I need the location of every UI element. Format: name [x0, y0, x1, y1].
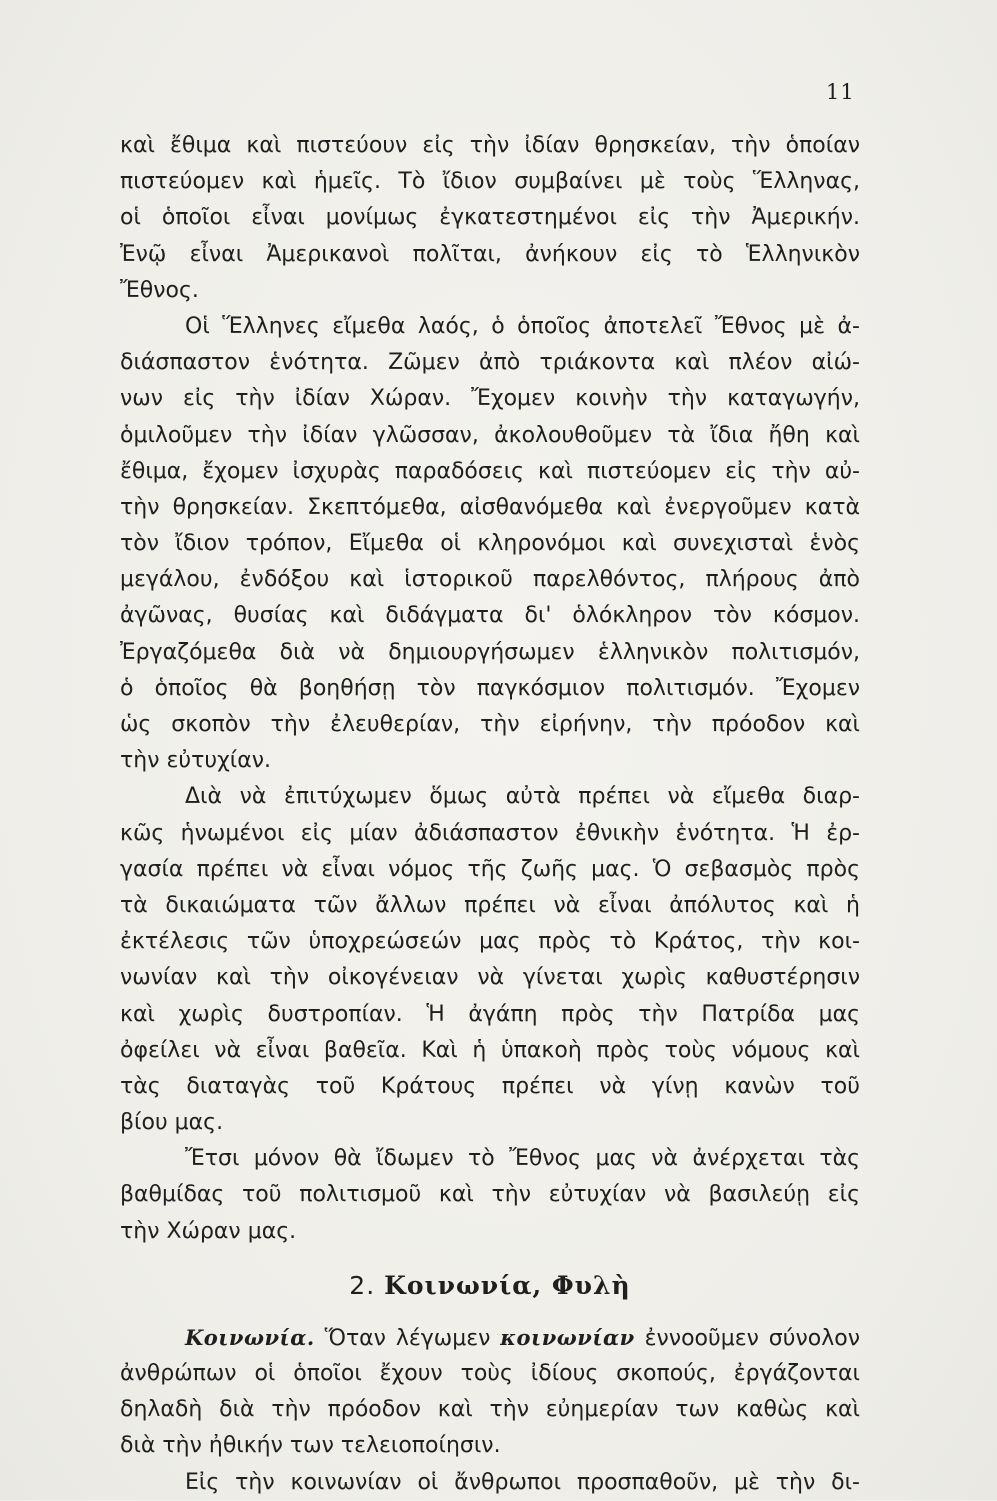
- text-line: καὶ χωρὶς δυστροπίαν. Ἡ ἀγάπη πρὸς τὴν Πατρίδα μας: [120, 1001, 860, 1027]
- text-line: ἔθιμα, ἔχομεν ἰσχυρὰς παραδόσεις καὶ πιστεύομεν εἰς τὴν αὐ-: [120, 458, 860, 484]
- text-line: ἀνθρώπων οἱ ὁποῖοι ἔχουν τοὺς ἰδίους σκοπούς, ἐργάζονται: [120, 1361, 860, 1386]
- paragraph-4: [120, 1141, 860, 1250]
- text-line: βίου μας.: [120, 1110, 224, 1136]
- text-fragment: ἐννοοῦμεν σύνολον: [644, 1325, 860, 1351]
- text-line: πιστεύομεν καὶ ἡμεῖς. Τὸ ἴδιον συμβαίνει μὲ τοὺς Ἕλληνας,: [120, 169, 860, 195]
- text-line: οἱ ὁποῖοι εἶναι μονίμως ἐγκατεστημένοι εἰς τὴν Ἀμερικήν.: [120, 205, 860, 231]
- text-line: ὡς σκοπὸν τὴν ἐλευθερίαν, τὴν εἰρήνην, τὴν πρόοδον καὶ: [120, 712, 860, 737]
- text-line: Ἔτσι μόνον θὰ ἴδωμεν τὸ Ἔθνος μας νὰ ἀνέρχεται τὰς: [185, 1146, 860, 1172]
- paragraph-1: [120, 128, 860, 309]
- text-line: Ἐργαζόμεθα διὰ νὰ δημιουργήσωμεν ἑλληνικὸν πολιτισμόν,: [120, 639, 860, 665]
- section-heading: [120, 1254, 860, 1318]
- text-line: ἀγῶνας, θυσίας καὶ διδάγματα δι' ὁλόκληρον τὸν κόσμον.: [120, 603, 860, 629]
- text-line: [120, 1320, 860, 1356]
- text-line: κῶς ἡνωμένοι εἰς μίαν ἀδιάσπαστον ἐθνικὴν ἑνότητα. Ἡ ἐρ-: [120, 820, 860, 846]
- text-line: βαθμίδας τοῦ πολιτισμοῦ καὶ τὴν εὐτυχίαν νὰ βασιλεύῃ εἰς: [120, 1182, 860, 1208]
- text-line: τὴν εὐτυχίαν.: [120, 748, 272, 774]
- text-line: τὴν θρησκείαν. Σκεπτόμεθα, αἰσθανόμεθα καὶ ἐνεργοῦμεν κατὰ: [120, 494, 860, 520]
- paragraph-6: [120, 1465, 860, 1501]
- section-number: 2.: [349, 1270, 376, 1300]
- emphasized-term: κοινωνίαν: [500, 1324, 635, 1350]
- text-line: ὀφείλει νὰ εἶναι βαθεῖα. Καὶ ἡ ὑπακοὴ πρὸς τοὺς νόμους καὶ: [120, 1037, 860, 1063]
- text-line: μεγάλου, ἐνδόξου καὶ ἱστορικοῦ παρελθόντος, πλήρους ἀπὸ: [120, 567, 860, 593]
- text-line: ὁμιλοῦμεν τὴν ἰδίαν γλῶσσαν, ἀκολουθοῦμεν τὰ ἴδια ἤθη καὶ: [120, 422, 860, 448]
- text-line: τὰς διαταγὰς τοῦ Κράτους πρέπει νὰ γίνῃ κανὼν τοῦ: [120, 1073, 860, 1099]
- text-line: νωνίαν καὶ τὴν οἰκογένειαν νὰ γίνεται χωρὶς καθυστέρησιν: [120, 965, 860, 991]
- text-line: τὰ δικαιώματα τῶν ἄλλων πρέπει νὰ εἶναι ἀπόλυτος καὶ ἡ: [120, 892, 860, 918]
- text-line: τὴν Χώραν μας.: [120, 1218, 297, 1244]
- text-line: δηλαδὴ διὰ τὴν πρόοδον καὶ τὴν εὐημερίαν των καθὼς καὶ: [120, 1397, 860, 1423]
- text-line: ὁ ὁποῖος θὰ βοηθήσῃ τὸν παγκόσμιον πολιτισμόν. Ἔχομεν: [120, 675, 860, 701]
- text-line: τὸν ἴδιον τρόπον, Εἴμεθα οἱ κληρονόμοι καὶ συνεχισταὶ ἑνὸς: [120, 531, 860, 557]
- paragraph-2: [120, 309, 860, 779]
- page-number: 11: [826, 80, 855, 104]
- section-title: Κοινωνία, Φυλὴ: [384, 1270, 631, 1300]
- paragraph-3: [120, 779, 860, 1141]
- text-line: γασία πρέπει νὰ εἶναι νόμος τῆς ζωῆς μας. Ὁ σεβασμὸς πρὸς: [120, 856, 860, 882]
- text-fragment: Ὅταν λέγωμεν: [324, 1325, 491, 1351]
- text-line: νων εἰς τὴν ἰδίαν Χώραν. Ἔχομεν κοινὴν τὴν καταγωγήν,: [120, 386, 860, 412]
- text-line: καὶ ἔθιμα καὶ πιστεύουν εἰς τὴν ἰδίαν θρησκείαν, τὴν ὁποίαν: [120, 133, 860, 158]
- paragraph-5: [120, 1320, 860, 1465]
- lead-term: Κοινωνία.: [185, 1324, 315, 1350]
- body-text: [120, 128, 860, 1501]
- text-line: Ἔθνος.: [120, 277, 199, 303]
- text-line: Ἐνῷ εἶναι Ἀμερικανοὶ πολῖται, ἀνήκουν εἰς τὸ Ἑλληνικὸν: [120, 241, 860, 267]
- text-line: Εἰς τὴν κοινωνίαν οἱ ἄνθρωποι προσπαθοῦν, μὲ τὴν δι-: [185, 1469, 860, 1495]
- text-line: διὰ τὴν ἠθικήν των τελειοποίησιν.: [120, 1433, 501, 1459]
- text-line: διάσπαστον ἑνότητα. Ζῶμεν ἀπὸ τριάκοντα καὶ πλέον αἰώ-: [120, 350, 860, 376]
- text-line: Οἱ Ἕλληνες εἴμεθα λαός, ὁ ὁποῖος ἀποτελεῖ Ἔθνος μὲ ἀ-: [185, 313, 860, 339]
- text-line: ἐκτέλεσις τῶν ὑποχρεώσεών μας πρὸς τὸ Κράτος, τὴν κοι-: [120, 929, 860, 955]
- text-line: Διὰ νὰ ἐπιτύχωμεν ὅμως αὐτὰ πρέπει νὰ εἴμεθα διαρ-: [185, 784, 860, 810]
